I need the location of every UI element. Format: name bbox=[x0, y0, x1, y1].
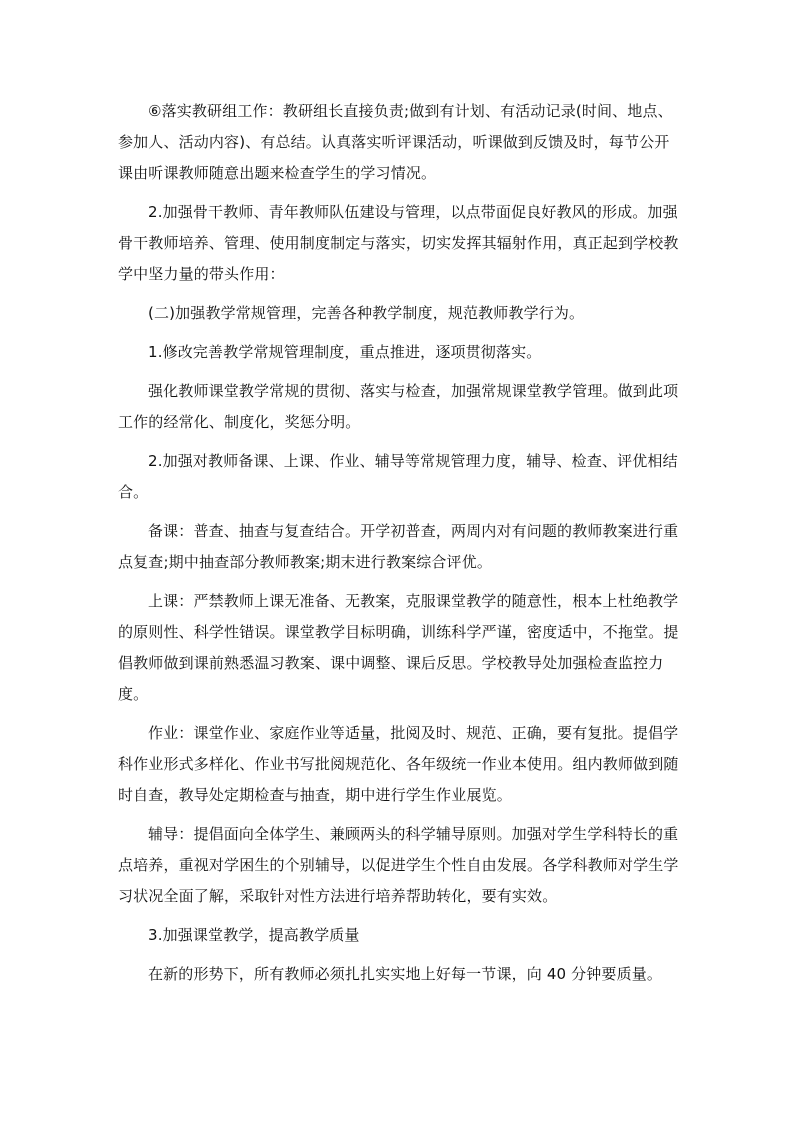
paragraph-homework: 作业：课堂作业、家庭作业等适量，批阅及时、规范、正确，要有复批。提倡学科作业形式多样化、作业书写批阅规范化、各年级统一作业本使用。组内教师做到随时自查，教导处定期检查与抽查，期中进行学生作业展览。 bbox=[118, 724, 679, 804]
paragraph-lesson-prep: 备课：普查、抽查与复查结合。开学初普查，两周内对有问题的教师教案进行重点复查;期中抽查部分教师教案;期末进行教案综合评优。 bbox=[118, 522, 679, 571]
paragraph-section-two-heading: (二)加强教学常规管理，完善各种教学制度，规范教师教学行为。 bbox=[148, 304, 585, 322]
paragraph-strengthen-routine: 强化教师课堂教学常规的贯彻、落实与检查，加强常规课堂教学管理。做到此项工作的经常化、制度化，奖惩分明。 bbox=[118, 382, 679, 431]
paragraph-item-one: 1.修改完善教学常规管理制度，重点推进，逐项贯彻落实。 bbox=[148, 343, 542, 361]
paragraph-new-situation: 在新的形势下，所有教师必须扎扎实实地上好每一节课，向 40 分钟要质量。 bbox=[148, 965, 663, 983]
paragraph-tutoring: 辅导：提倡面向全体学生、兼顾两头的科学辅导原则。加强对学生学科特长的重点培养，重视对学困生的个别辅导，以促进学生个性自由发展。各学科教师对学生学习状况全面了解，采取针对性方法进行培养帮助转化，要有实效。 bbox=[118, 825, 679, 905]
paragraph-item-three: 3.加强课堂教学，提高教学质量 bbox=[148, 926, 360, 944]
document-body bbox=[118, 96, 683, 998]
paragraph-backbone-teachers: 2.加强骨干教师、青年教师队伍建设与管理，以点带面促良好教风的形成。加强骨干教师培养、管理、使用制度制定与落实，切实发挥其辐射作用，真正起到学校教学中坚力量的带头作用： bbox=[118, 203, 679, 283]
paragraph-research-group: ⑥落实教研组工作：教研组长直接负责;做到有计划、有活动记录(时间、地点、参加人、活动内容)、有总结。认真落实听评课活动，听课做到反馈及时，每节公开课由听课教师随意出题来检查学生的学习情况。 bbox=[118, 102, 673, 182]
paragraph-class-teaching: 上课：严禁教师上课无准备、无教案，克服课堂教学的随意性，根本上杜绝教学的原则性、科学性错误。课堂教学目标明确，训练科学严谨，密度适中，不拖堂。提倡教师做到课前熟悉温习教案、课中调整、课后反思。学校教导处加强检查监控力度。 bbox=[118, 592, 679, 703]
paragraph-item-two: 2.加强对教师备课、上课、作业、辅导等常规管理力度，辅导、检查、评优相结合。 bbox=[118, 452, 678, 501]
